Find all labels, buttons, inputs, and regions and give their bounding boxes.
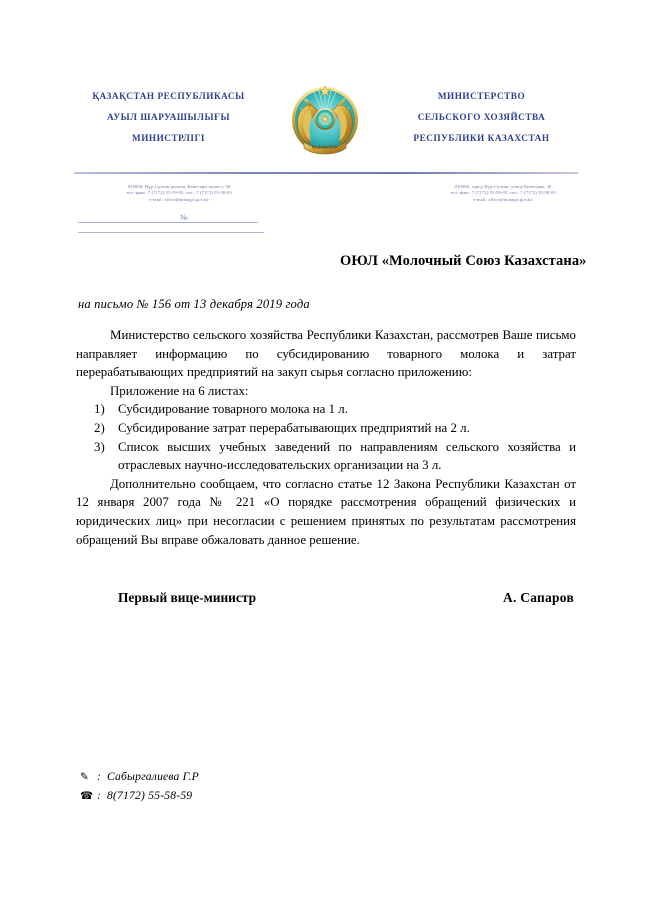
- letterhead-kazakh-line-3: МИНИСТРЛІГІ: [132, 133, 205, 143]
- phone-number: 8(7172) 55-58-59: [107, 788, 193, 802]
- letterhead-divider: [74, 172, 578, 174]
- body-paragraph-2: Дополнительно сообщаем, что согласно статье 12 Закона Республики Казахстан от 12 января 2007 года № 221 «О порядке рассмотрения обращений физических и юридических лиц» при несогласии с решением принятых по результатам рассмотрения обращений Вы вправе обжаловать данное решение.: [76, 476, 576, 547]
- attachment-item-3: [76, 438, 576, 475]
- attachments-list: [76, 400, 576, 474]
- reference-rule-bottom: [78, 232, 264, 233]
- letterhead-russian-line-2: СЕЛЬСКОГО ХОЗЯЙСТВА: [417, 112, 546, 122]
- attachment-text-1: Субсидирование товарного молока на 1 л.: [118, 402, 348, 417]
- attachment-item-2: [76, 419, 576, 438]
- executor-name: Сабыргалиева Г.Р: [107, 770, 199, 783]
- telephone-icon: ☎: [80, 790, 94, 802]
- attachments-intro: Приложение на 6 листах:: [110, 383, 249, 398]
- incoming-letter-reference: на письмо № 156 от 13 декабря 2019 года: [78, 297, 310, 311]
- letterhead-russian-line-1: МИНИСТЕРСТВО: [437, 91, 526, 101]
- letterhead: [0, 78, 650, 170]
- attachment-number-3: 3): [94, 439, 105, 454]
- attachment-text-3: Список высших учебных заведений по направлениям сельского хозяйства и отраслевых научно-исследовательских организации на 3 л.: [118, 439, 576, 473]
- emblem-ribbon-text: ҚАЗАҚСТАН: [311, 144, 339, 150]
- signatory-title: Первый вице-министр: [118, 590, 257, 605]
- phone-row: [80, 787, 199, 806]
- address-russian-line-2: тел.-факс: 7 (7172) 55-59-95, тел.: 7 (7172) 55-58-03: [450, 190, 556, 196]
- address-kazakh-line-2: тел.-факс: 7 (7172) 55-59-95, тел.: 7 (7172) 55-58-03: [126, 190, 232, 196]
- pen-icon: ✎: [80, 772, 89, 783]
- address-kazakh-line-3: e-mail: office@minagri.gov.kz: [149, 196, 209, 202]
- signatory-name: А. Сапаров: [502, 590, 574, 605]
- signature-block: [76, 590, 588, 606]
- attachment-number-2: 2): [94, 420, 105, 435]
- number-symbol: №: [180, 213, 188, 222]
- attachment-number-1: 1): [94, 402, 105, 417]
- outgoing-reference-field: [78, 213, 258, 233]
- phone-separator: :: [97, 788, 101, 802]
- address-block-russian: [408, 184, 598, 203]
- executor-contact-block: [80, 768, 199, 805]
- coat-of-arms-emblem: [287, 78, 363, 170]
- addressee: ОЮЛ «Молочный Союз Казахстана»: [340, 253, 587, 269]
- kazakhstan-coat-of-arms-icon: [288, 78, 362, 166]
- address-kazakh-line-1: 010000; Нұр-Сұлтан қаласы, Кенесары көшесі, 36: [127, 184, 231, 189]
- letterhead-russian-line-3: РЕСПУБЛИКИ КАЗАХСТАН: [413, 133, 550, 143]
- body-paragraph-1: Министерство сельского хозяйства Республики Казахстан, рассмотрев Ваше письмо направляет информацию по субсидированию товарного молока и затрат перерабатывающих предприятий на закуп сырья согласно приложению:: [76, 328, 576, 380]
- letterhead-kazakh-line-1: ҚАЗАҚСТАН РЕСПУБЛИКАСЫ: [92, 91, 245, 101]
- attachment-item-1: [76, 400, 576, 419]
- letterhead-kazakh-line-2: АУЫЛ ШАРУАШЫЛЫҒЫ: [106, 112, 231, 122]
- letterhead-kazakh-block: [56, 78, 281, 149]
- executor-row: [80, 768, 199, 787]
- address-block-kazakh: [84, 184, 274, 203]
- reference-rule-top: [78, 222, 258, 223]
- executor-separator: :: [97, 770, 101, 783]
- letterhead-russian-block: [369, 78, 594, 149]
- letter-body: [76, 326, 576, 549]
- attachment-text-2: Субсидирование затрат перерабатывающих предприятий на 2 л.: [118, 420, 470, 435]
- address-russian-line-1: 010000; город Нур-Султан, улица Кенесары, 36: [454, 184, 552, 189]
- address-russian-line-3: e-mail: office@minagri.gov.kz: [473, 196, 533, 202]
